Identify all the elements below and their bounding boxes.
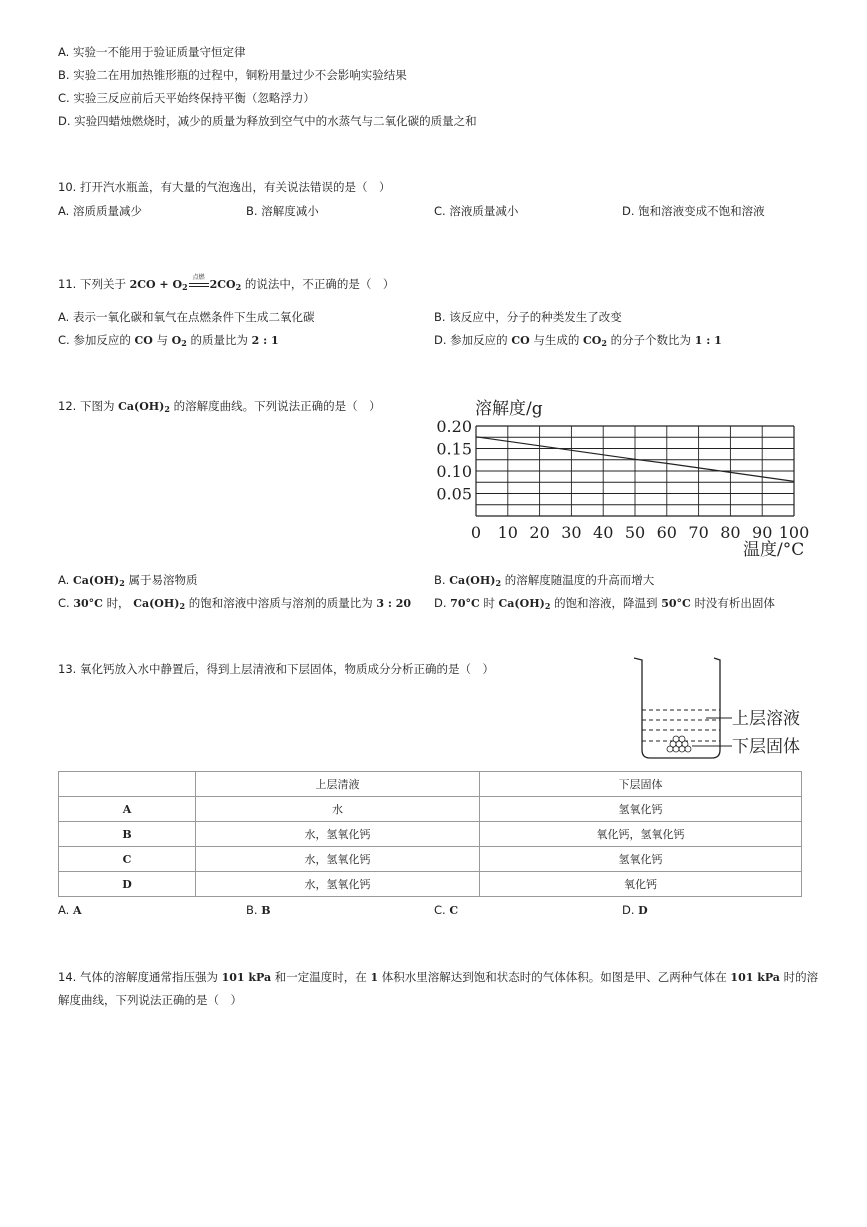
table-cell: D (59, 872, 196, 897)
q10-option-a: A. 溶质质量减少 (58, 204, 142, 218)
table-cell: 氢氧化钙 (480, 847, 802, 872)
q13-answer-table (58, 771, 802, 897)
x-tick-label: 70 (688, 523, 709, 542)
table-cell: A (59, 797, 196, 822)
q9-option-c: C. 实验三反应前后天平始终保持平衡（忽略浮力） (58, 91, 315, 105)
q10-option-d: D. 饱和溶液变成不饱和溶液 (622, 204, 765, 218)
q14-stem-line1: 14. 气体的溶解度通常指压强为 101 kPa 和一定温度时，在 1 体积水里溶解达到饱和状态时的气体体积。如图是甲、乙两种气体在 101 kPa 时的溶 (58, 970, 819, 984)
q12-option-a: A. $Ca(OH)_2$ 属于易溶物质 (58, 573, 198, 588)
q10-stem: 10. 打开汽水瓶盖，有大量的气泡逸出，有关说法错误的是（ ） (58, 180, 391, 194)
x-tick-label: 0 (470, 523, 482, 542)
q12-stem: 12. 下图为 $Ca(OH)_2$ 的溶解度曲线。下列说法正确的是（ ） (58, 399, 381, 414)
table-cell: 水 (196, 797, 480, 822)
table-cell: 氢氧化钙 (480, 797, 802, 822)
q13-option-a: A. A (58, 903, 82, 917)
chart-grid (476, 426, 794, 516)
table-row (59, 872, 802, 897)
q11-equation: $2CO + O_2$ 点燃 $2CO_2$ (129, 274, 242, 292)
y-tick-label: 0.05 (436, 484, 472, 504)
table-cell: 水，氢氧化钙 (196, 847, 480, 872)
table-cell: 氧化钙，氢氧化钙 (480, 822, 802, 847)
y-axis-label: 溶解度/g (475, 399, 543, 419)
q11-option-b: B. 该反应中，分子的种类发生了改变 (434, 310, 622, 324)
table-header-cell (59, 772, 196, 797)
y-tick-label: 0.20 (436, 417, 472, 436)
q9-option-d: D. 实验四蜡烛燃烧时，减少的质量为释放到空气中的水蒸气与二氧化碳的质量之和 (58, 114, 477, 128)
table-header-row (59, 772, 802, 797)
table-row (59, 822, 802, 847)
table-cell: B (59, 822, 196, 847)
q12-option-b: B. $Ca(OH)_2$ 的溶解度随温度的升高而增大 (434, 573, 655, 588)
x-axis-label: 温度/°C (743, 540, 805, 560)
q12-option-c: C. 30°C 时， $Ca(OH)_2$ 的饱和溶液中溶质与溶剂的质量比为 3 : 20 (58, 596, 412, 611)
q13-stem: 13. 氧化钙放入水中静置后，得到上层清液和下层固体，物质成分分析正确的是（ ） (58, 662, 494, 676)
q9-option-b: B. 实验二在用加热锥形瓶的过程中，铜粉用量过少不会影响实验结果 (58, 68, 407, 82)
q12-option-d: D. 70°C 时 $Ca(OH)_2$ 的饱和溶液，降温到 50°C 时没有析出固体 (434, 596, 775, 611)
table-cell: 氧化钙 (480, 872, 802, 897)
y-tick-label: 0.15 (436, 439, 472, 459)
table-cell: 水，氢氧化钙 (196, 822, 480, 847)
table-header-cell: 上层清液 (196, 772, 480, 797)
x-tick-label: 50 (624, 523, 646, 542)
beaker-label-top: 上层溶液 (732, 709, 800, 729)
y-tick-label: 0.10 (436, 462, 472, 481)
solid-particles (667, 736, 691, 752)
q13-option-c: C. C (434, 903, 459, 917)
beaker-diagram (628, 652, 818, 767)
q14-stem-line2: 解度曲线，下列说法正确的是（ ） (58, 993, 242, 1007)
x-tick-label: 10 (497, 523, 518, 542)
q10-option-c: C. 溶液质量减小 (434, 204, 519, 218)
table-cell: 水，氢氧化钙 (196, 872, 480, 897)
x-tick-label: 80 (720, 523, 741, 542)
q11-option-a: A. 表示一氧化碳和氧气在点燃条件下生成二氧化碳 (58, 310, 315, 324)
table-row (59, 797, 802, 822)
y-tick-labels (436, 417, 472, 504)
x-tick-label: 40 (593, 523, 614, 542)
q10-option-b: B. 溶解度减小 (246, 204, 319, 218)
x-tick-label: 90 (752, 523, 773, 542)
q11-stem: 11. 下列关于 $2CO + O_2$ 点燃 $2CO_2$ 的说法中，不正确的是（ ） (58, 274, 395, 292)
q13-option-b: B. B (246, 903, 271, 917)
table-header-cell: 下层固体 (480, 772, 802, 797)
q11-option-c: C. 参加反应的 CO 与 $O_2$ 的质量比为 2 : 1 (58, 333, 279, 348)
table-row (59, 847, 802, 872)
q11-option-d: D. 参加反应的 CO 与生成的 $CO_2$ 的分子个数比为 1 : 1 (434, 333, 722, 348)
q13-option-d: D. D (622, 903, 648, 917)
x-tick-label: 60 (656, 523, 677, 542)
table-cell: C (59, 847, 196, 872)
solubility-chart (430, 392, 820, 567)
q9-option-a: A. 实验一不能用于验证质量守恒定律 (58, 45, 246, 59)
x-tick-label: 100 (778, 523, 810, 542)
x-tick-label: 20 (529, 523, 550, 542)
beaker-label-bottom: 下层固体 (732, 737, 800, 757)
x-tick-label: 30 (561, 523, 582, 542)
